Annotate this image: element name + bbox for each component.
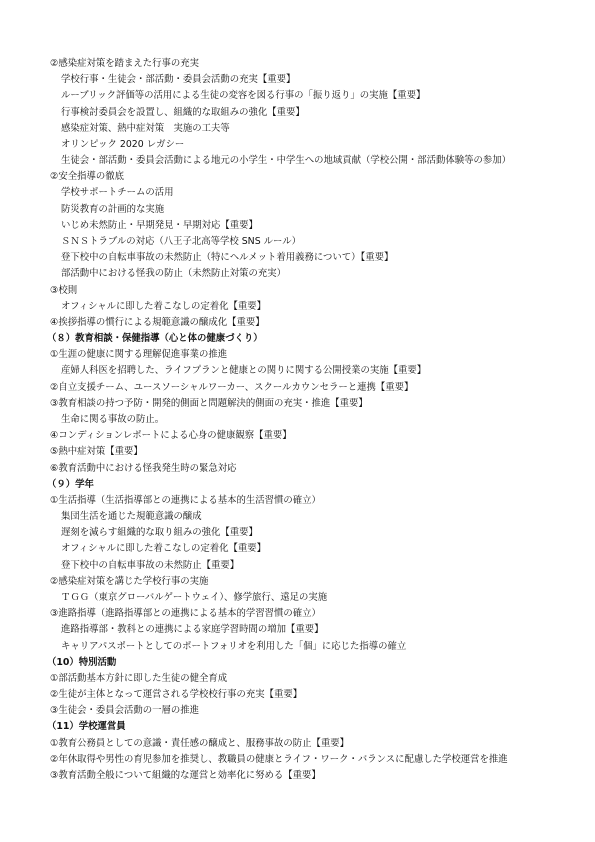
sub-item: オリンピック 2020 レガシー xyxy=(61,138,185,150)
sub-item: 登下校中の自転車事故の未然防止【重要】 xyxy=(61,559,240,571)
sub-item: 登下校中の自転車事故の未然防止（特にヘルメット着用義務について）【重要】 xyxy=(61,252,394,264)
section-heading: （11）学校運営員 xyxy=(47,721,126,733)
numbered-item: ①教育公務員としての意識・責任感の醸成と、服務事故の防止【重要】 xyxy=(50,737,350,749)
section-heading: （９）学年 xyxy=(47,478,94,490)
numbered-item: ③生徒会・委員会活動の一層の推進 xyxy=(50,705,200,717)
sub-item: オフィシャルに即した着こなしの定着化【重要】 xyxy=(61,543,267,555)
numbered-item: ⑥教育活動中における怪我発生時の緊急対応 xyxy=(50,462,237,474)
sub-item: 産婦人科医を招聘した、ライフプランと健康との関りに関する公開授業の実施【重要】 xyxy=(61,365,427,377)
sub-item: 生命に関る事故の防止。 xyxy=(61,414,165,425)
numbered-item: ①生活指導（生活指導部との連携による基本的生活習慣の確立） xyxy=(50,494,321,506)
sub-item: ＳＮＳトラブルの対応（八王子北高等学校 SNS ルール） xyxy=(61,236,301,247)
numbered-item: ⑤熱中症対策【重要】 xyxy=(50,446,143,458)
numbered-item: ④挨拶指導の慣行による規範意識の醸成化【重要】 xyxy=(50,316,265,328)
sub-item: ルーブリック評価等の活用による生徒の変容を図る行事の「振り返り」の実施【重要】 xyxy=(61,90,426,102)
sub-item: 学校サポートチームの活用 xyxy=(61,187,174,199)
sub-item: 生徒会・部活動・委員会活動による地元の小学生・中学生への地域貢献（学校公開・部活動体験等の参加） xyxy=(61,155,512,167)
numbered-item: ②感染症対策を踏まえた行事の充実 xyxy=(50,58,200,69)
numbered-item: ②感染症対策を講じた学校行事の実施 xyxy=(50,575,209,587)
sub-item: 部活動中における怪我の防止（未然防止対策の充実） xyxy=(61,268,287,280)
sub-item: 感染症対策、熱中症対策 実施の工夫等 xyxy=(61,122,230,134)
numbered-item: ②安全指導の徹底 xyxy=(50,171,125,183)
sub-item: ＴＧＧ（東京グローバルゲートウェイ）、修学旅行、遠足の実施 xyxy=(61,591,328,603)
numbered-item: ③校則 xyxy=(50,284,78,296)
numbered-item: ③進路指導（進路指導部との連携による基本的学習習慣の確立） xyxy=(50,608,321,620)
numbered-item: ①生涯の健康に関する理解促進事業の推進 xyxy=(50,349,228,361)
sub-item: いじめ未然防止・早期発見・早期対応【重要】 xyxy=(61,219,258,231)
numbered-item: ③教育活動全般について組織的な運営と効率化に努める【重要】 xyxy=(50,769,321,781)
numbered-item: ③教育相談の持つ予防・開発的側面と問題解決的側面の充実・推進【重要】 xyxy=(50,397,368,409)
numbered-item: ①部活動基本方針に即した生徒の健全育成 xyxy=(50,672,228,684)
section-heading: （８）教育相談・保健指導（心と体の健康づくり） xyxy=(47,333,263,345)
sub-item: 行事検討委員会を設置し、組織的な取組みの強化【重要】 xyxy=(61,106,305,118)
numbered-item: ②生徒が主体となって運営される学校校行事の充実【重要】 xyxy=(50,689,303,700)
sub-item: 進路指導部・教科との連携による家庭学習時間の増加【重要】 xyxy=(61,624,324,636)
sub-item: 集団生活を通じた規範意識の醸成 xyxy=(61,511,202,522)
numbered-item: ②自立支援チーム、ユースソーシャルワーカー、スクールカウンセラーと連携【重要】 xyxy=(50,381,414,393)
section-heading: （10）特別活動 xyxy=(47,656,117,668)
sub-item: キャリアパスポートとしてのポートフォリオを利用した「個」に応じた指導の確立 xyxy=(61,640,407,652)
numbered-item: ④コンディションレポートによる心身の健康観察【重要】 xyxy=(50,430,292,442)
sub-item: オフィシャルに即した着こなしの定着化【重要】 xyxy=(61,300,267,312)
numbered-item: ②年休取得や男性の育児参加を推奨し、教職員の健康とライフ・ワーク・バランスに配慮した学校運営を推進 xyxy=(50,753,508,765)
sub-item: 遅刻を減らす組織的な取り組みの強化【重要】 xyxy=(61,527,258,539)
sub-item: 学校行事・生徒会・部活動・委員会活動の充実【重要】 xyxy=(61,74,296,86)
sub-item: 防災教育の計画的な実施 xyxy=(61,203,165,215)
